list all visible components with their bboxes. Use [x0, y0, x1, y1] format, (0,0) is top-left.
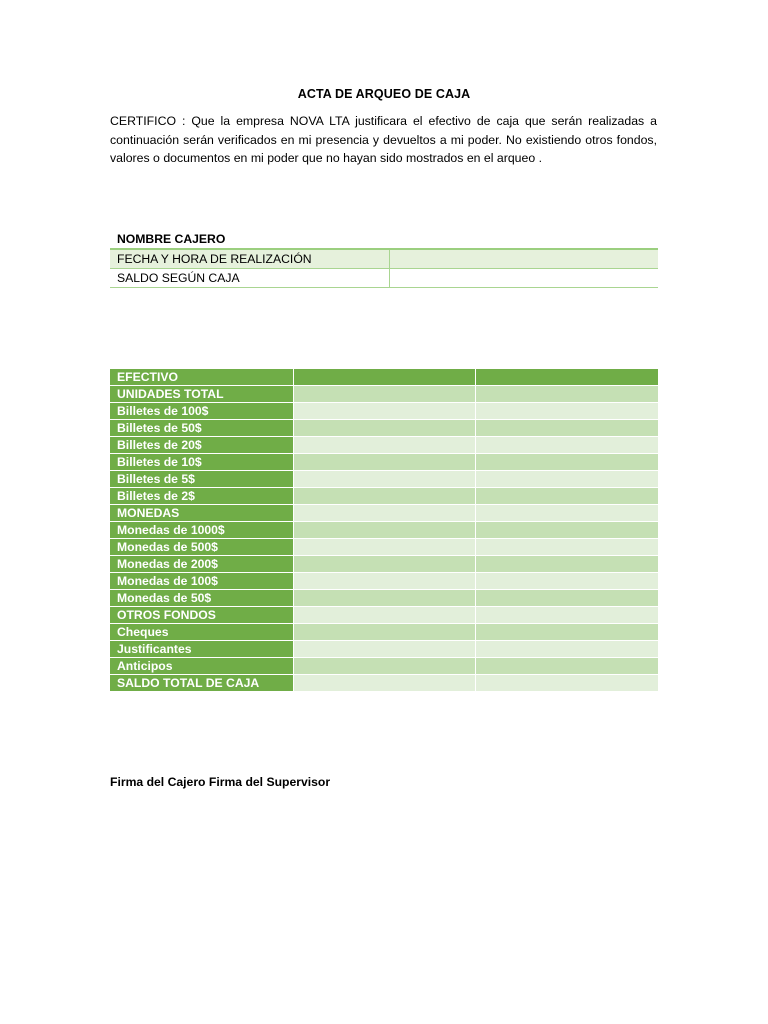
table-row	[110, 403, 658, 420]
value-cell-2[interactable]	[476, 488, 659, 505]
table-row	[110, 454, 658, 471]
row-label: OTROS FONDOS	[110, 607, 294, 624]
value-cell-1[interactable]	[294, 522, 476, 539]
table-row	[110, 386, 658, 403]
document-title: ACTA DE ARQUEO DE CAJA	[297, 87, 471, 101]
table-row	[110, 624, 658, 641]
value-cell-2[interactable]	[476, 675, 659, 692]
value-cell-2[interactable]	[476, 437, 659, 454]
row-label: Monedas de 100$	[110, 573, 294, 590]
row-label: Billetes de 10$	[110, 454, 294, 471]
table-row	[110, 573, 658, 590]
row-label: SALDO TOTAL DE CAJA	[110, 675, 294, 692]
date-time-value[interactable]	[390, 249, 659, 269]
table-row	[110, 488, 658, 505]
value-cell-1[interactable]	[294, 454, 476, 471]
value-cell-1[interactable]	[294, 590, 476, 607]
value-cell-2[interactable]	[476, 369, 659, 386]
value-cell-2[interactable]	[476, 386, 659, 403]
value-cell-2[interactable]	[476, 573, 659, 590]
row-label: Anticipos	[110, 658, 294, 675]
signatures-line: Firma del Cajero Firma del Supervisor	[110, 775, 331, 789]
row-label: Billetes de 2$	[110, 488, 294, 505]
table-row	[110, 420, 658, 437]
row-label: MONEDAS	[110, 505, 294, 522]
value-cell-2[interactable]	[476, 590, 659, 607]
table-row	[110, 556, 658, 573]
balance-label: SALDO SEGÚN CAJA	[110, 269, 390, 288]
table-row	[110, 505, 658, 522]
value-cell-1[interactable]	[294, 658, 476, 675]
cash-count-table	[110, 369, 658, 692]
row-label: UNIDADES TOTAL	[110, 386, 294, 403]
value-cell-1[interactable]	[294, 420, 476, 437]
value-cell-1[interactable]	[294, 505, 476, 522]
row-label: EFECTIVO	[110, 369, 294, 386]
table-row	[110, 249, 658, 269]
value-cell-1[interactable]	[294, 607, 476, 624]
value-cell-2[interactable]	[476, 658, 659, 675]
row-label: Billetes de 20$	[110, 437, 294, 454]
cashier-table-header	[110, 230, 658, 249]
row-label: Cheques	[110, 624, 294, 641]
value-cell-1[interactable]	[294, 386, 476, 403]
table-row	[110, 471, 658, 488]
cashier-table	[110, 230, 658, 288]
table-row	[110, 658, 658, 675]
row-label: Billetes de 5$	[110, 471, 294, 488]
value-cell-2[interactable]	[476, 420, 659, 437]
row-label: Monedas de 200$	[110, 556, 294, 573]
value-cell-2[interactable]	[476, 641, 659, 658]
value-cell-1[interactable]	[294, 403, 476, 420]
table-row	[110, 675, 658, 692]
table-row	[110, 641, 658, 658]
table-row	[110, 590, 658, 607]
table-row	[110, 437, 658, 454]
value-cell-1[interactable]	[294, 556, 476, 573]
value-cell-2[interactable]	[476, 403, 659, 420]
row-label: Monedas de 500$	[110, 539, 294, 556]
value-cell-2[interactable]	[476, 607, 659, 624]
date-time-label: FECHA Y HORA DE REALIZACIÓN	[110, 249, 390, 269]
value-cell-2[interactable]	[476, 505, 659, 522]
table-row	[110, 369, 658, 386]
value-cell-1[interactable]	[294, 539, 476, 556]
table-row	[110, 607, 658, 624]
balance-value[interactable]	[390, 269, 659, 288]
table-row	[110, 522, 658, 539]
row-label: Billetes de 50$	[110, 420, 294, 437]
value-cell-2[interactable]	[476, 624, 659, 641]
row-label: Monedas de 1000$	[110, 522, 294, 539]
value-cell-1[interactable]	[294, 641, 476, 658]
value-cell-1[interactable]	[294, 471, 476, 488]
value-cell-1[interactable]	[294, 369, 476, 386]
value-cell-1[interactable]	[294, 624, 476, 641]
table-row	[110, 539, 658, 556]
certificate-text: CERTIFICO : Que la empresa NOVA LTA justificara el efectivo de caja que serán realizadas a continuación serán verificados en mi presencia y devueltos a mi poder. No existiendo otros fondos, valores o documentos en mi poder que no hayan sido mostrados en el arqueo .	[110, 114, 657, 165]
value-cell-1[interactable]	[294, 437, 476, 454]
cashier-name-label: NOMBRE CAJERO	[110, 230, 658, 249]
value-cell-1[interactable]	[294, 488, 476, 505]
value-cell-2[interactable]	[476, 454, 659, 471]
value-cell-2[interactable]	[476, 471, 659, 488]
table-row	[110, 269, 658, 288]
row-label: Justificantes	[110, 641, 294, 658]
value-cell-2[interactable]	[476, 522, 659, 539]
row-label: Billetes de 100$	[110, 403, 294, 420]
value-cell-1[interactable]	[294, 675, 476, 692]
row-label: Monedas de 50$	[110, 590, 294, 607]
value-cell-2[interactable]	[476, 539, 659, 556]
value-cell-2[interactable]	[476, 556, 659, 573]
value-cell-1[interactable]	[294, 573, 476, 590]
